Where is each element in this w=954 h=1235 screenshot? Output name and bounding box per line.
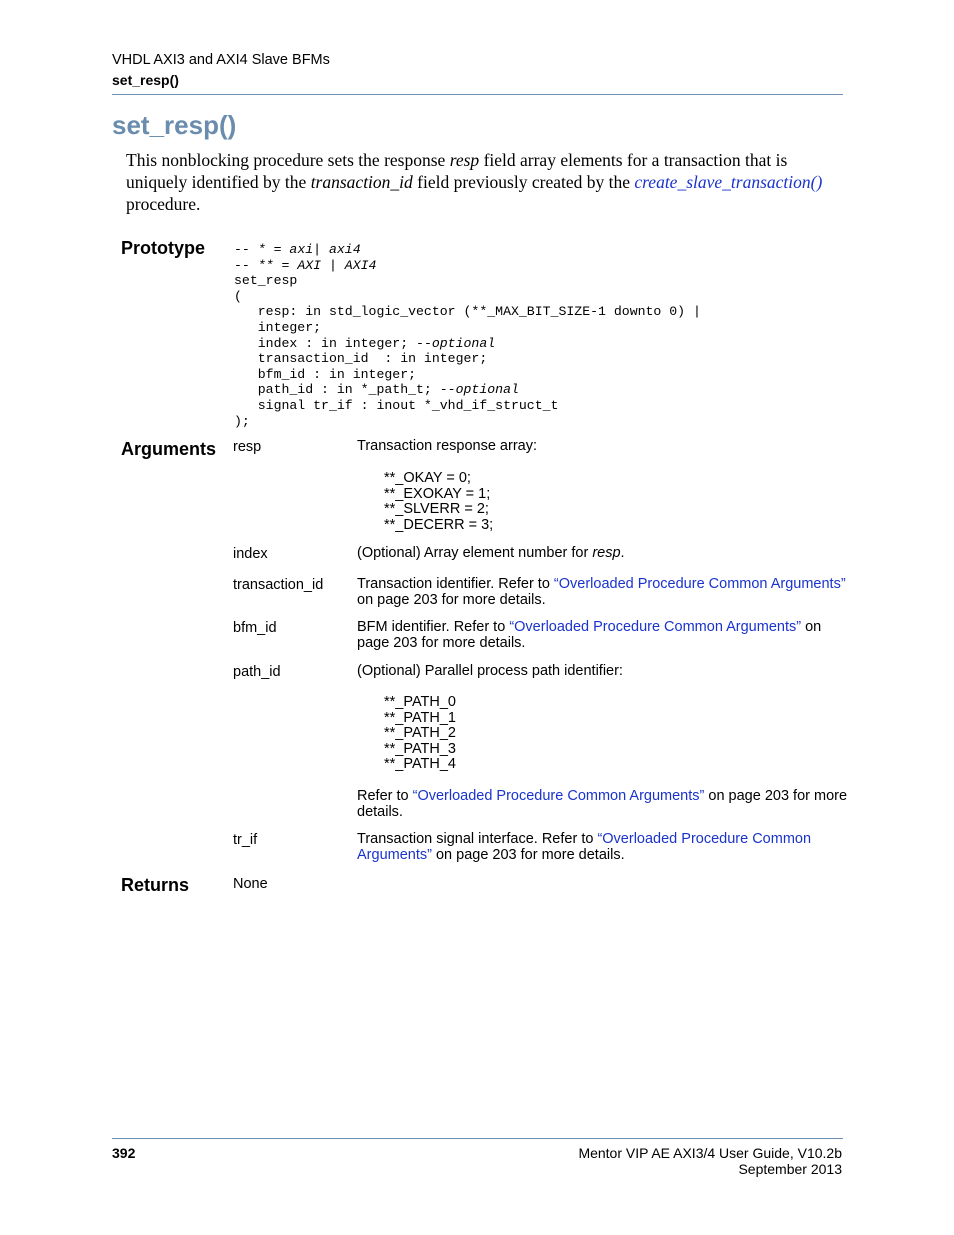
page-title: set_resp() — [112, 110, 237, 140]
code-line: bfm_id : in integer; — [234, 366, 417, 382]
overloaded-args-link[interactable]: “Overloaded Procedure Common Arguments” — [553, 576, 846, 592]
code-line: ( — [234, 288, 242, 304]
arg-desc-resp: Transaction response array: — [357, 438, 537, 454]
arg-desc-bfm-id: BFM identifier. Refer to “Overloaded Procedure Common Arguments” on page 203 for more details. — [357, 619, 822, 651]
code-line: integer; — [234, 319, 322, 335]
footer-guide-title: Mentor VIP AE AXI3/4 User Guide, V10.2b — [578, 1145, 842, 1161]
enum-value: **_PATH_2 — [384, 725, 456, 742]
arg-desc-index: (Optional) Array element number for resp. — [357, 545, 625, 561]
code-line: path_id : in *_path_t; --optional — [234, 382, 519, 398]
arg-desc-path-id: (Optional) Parallel process path identifier: — [357, 663, 623, 679]
arg-name-transaction-id: transaction_id — [233, 577, 324, 593]
arg-name-index: index — [233, 546, 268, 562]
code-line: transaction_id : in integer; — [234, 351, 488, 367]
running-header-chapter: VHDL AXI3 and AXI4 Slave BFMs — [112, 52, 330, 68]
enum-value: **_EXOKAY = 1; — [384, 485, 491, 502]
prototype-label: Prototype — [121, 238, 206, 258]
arg-name-path-id: path_id — [233, 664, 281, 680]
intro-text-2: field array elements for a transaction that is uniquely identified by the — [126, 150, 788, 192]
code-line: index : in integer; --optional — [234, 335, 496, 351]
enum-value: **_PATH_1 — [384, 709, 456, 726]
intro-text-1: This nonblocking procedure sets the response — [126, 150, 450, 170]
returns-label: Returns — [121, 875, 190, 895]
enum-value: **_DECERR = 3; — [384, 516, 494, 533]
enum-value: **_PATH_0 — [384, 694, 456, 710]
enum-value: **_OKAY = 0; — [384, 470, 471, 486]
code-line: ); — [234, 413, 250, 429]
overloaded-args-link[interactable]: “Overloaded Procedure Common Arguments” — [412, 788, 705, 804]
intro-transaction-id-term: transaction_id — [310, 172, 413, 192]
intro-resp-term: resp — [449, 150, 480, 170]
code-line: set_resp — [234, 273, 298, 289]
code-line: signal tr_if : inout *_vhd_if_struct_t — [234, 397, 559, 413]
intro-text-4: procedure. — [126, 194, 201, 214]
running-header-section: set_resp() — [112, 72, 179, 88]
page-number: 392 — [112, 1145, 136, 1161]
arg-desc-transaction-id: Transaction identifier. Refer to “Overloaded Procedure Common Arguments” on page 203 for more details. — [357, 576, 846, 608]
arg-name-resp: resp — [233, 439, 262, 455]
returns-value: None — [233, 876, 268, 892]
enum-value: **_SLVERR = 2; — [384, 501, 489, 518]
code-comment-2: -- ** = AXI | AXI4 — [234, 257, 377, 273]
arg-desc-tr-if: Transaction signal interface. Refer to “Overloaded Procedure Common Arguments” on page 203 for more details. — [357, 831, 812, 863]
footer-divider — [112, 1138, 843, 1139]
prototype-code-block — [234, 242, 701, 429]
arguments-label: Arguments — [121, 439, 217, 459]
intro-text-3: field previously created by the — [412, 172, 635, 192]
overloaded-args-link[interactable]: “Overloaded Procedure Common Arguments” — [357, 831, 812, 863]
arg-desc-path-id-refer: Refer to “Overloaded Procedure Common Arguments” on page 203 for more details. — [357, 788, 848, 820]
arg-name-bfm-id: bfm_id — [233, 620, 277, 636]
create-slave-transaction-link[interactable]: create_slave_transaction() — [634, 172, 823, 192]
header-divider — [112, 94, 843, 95]
enum-value: **_PATH_4 — [384, 756, 456, 773]
enum-value: **_PATH_3 — [384, 740, 456, 757]
intro-paragraph — [126, 149, 842, 215]
overloaded-args-link[interactable]: “Overloaded Procedure Common Arguments” — [509, 619, 802, 635]
code-comment-1: -- * = axi| axi4 — [234, 242, 361, 257]
arg-name-tr-if: tr_if — [233, 832, 258, 848]
code-line: resp: in std_logic_vector (**_MAX_BIT_SIZE-1 downto 0) | — [234, 304, 701, 320]
footer-date: September 2013 — [738, 1161, 842, 1177]
